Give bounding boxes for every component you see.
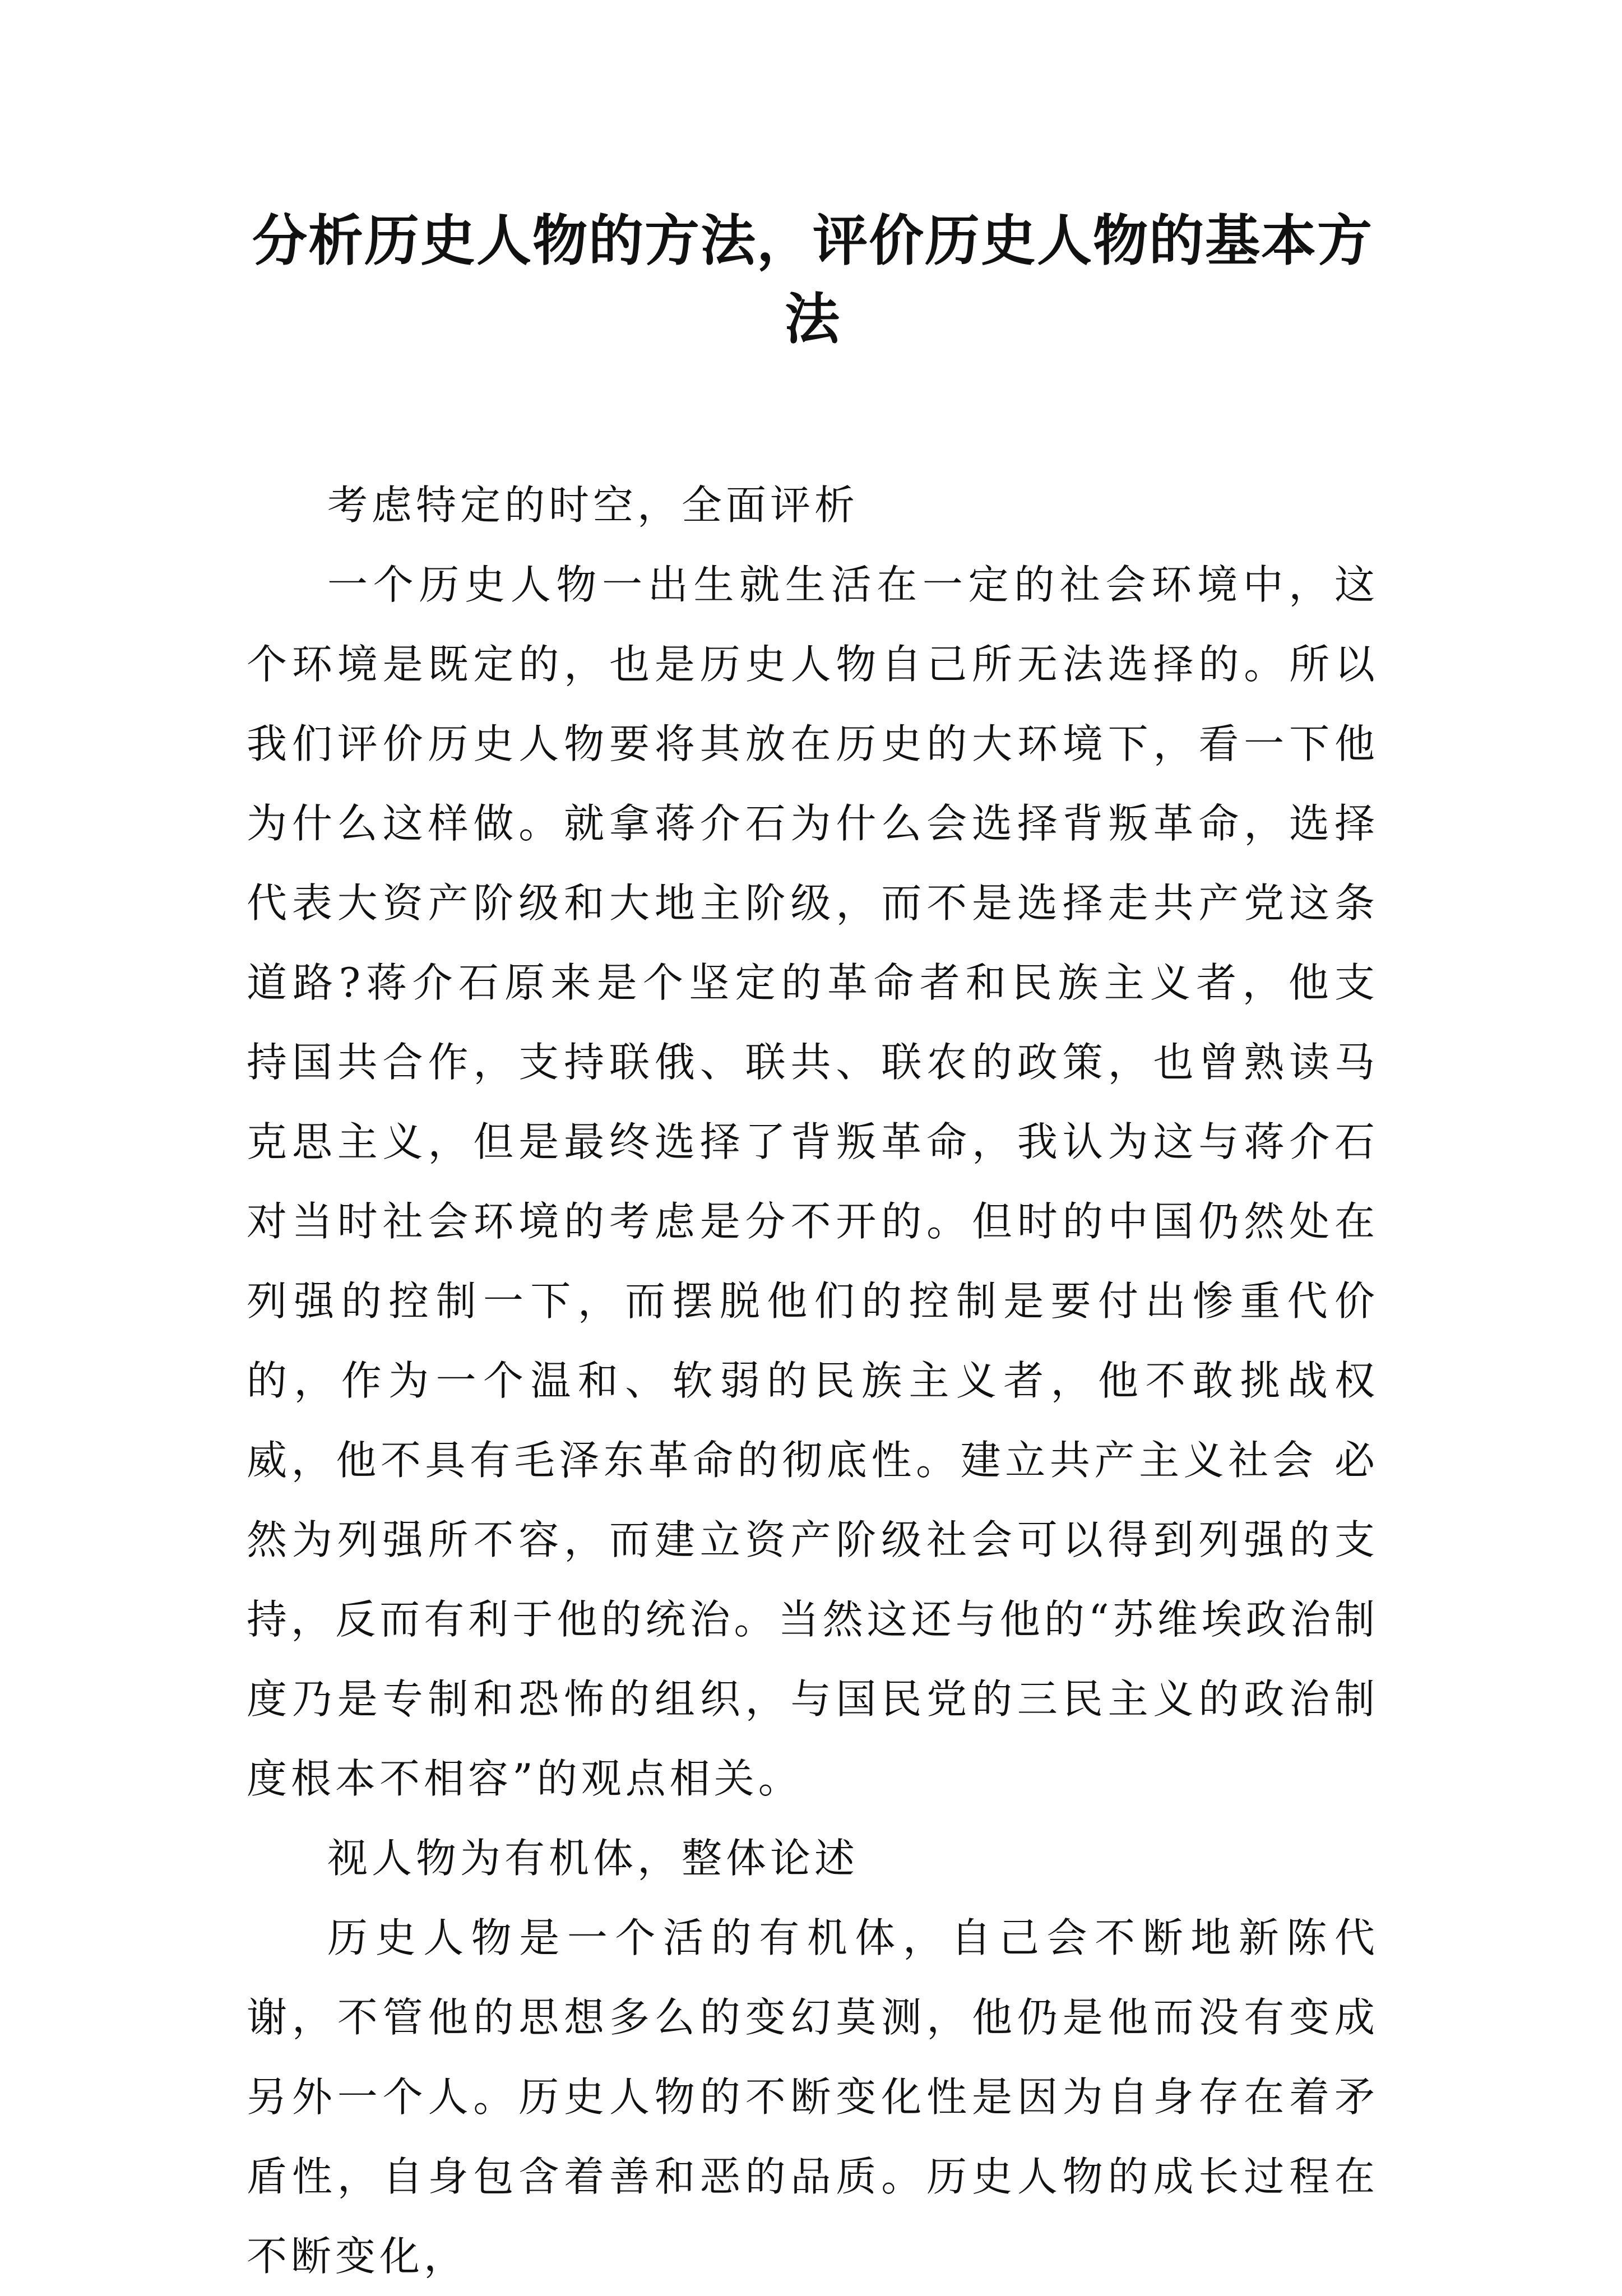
document-body (247, 465, 1379, 2296)
section-heading-organism: 视人物为有机体，整体论述 (327, 1835, 859, 1882)
paragraph-organism: 历史人物是一个活的有机体，自己会不断地新陈代谢，不管他的思想多么的变幻莫测，他仍是他而没有变成另外一个人。历史人物的不断变化性是因为自身存在着矛盾性，自身包含着善和恶的品质。历史人物的成长过程在不断变化， (247, 1914, 1379, 2280)
section-heading-time-space: 考虑特定的时空，全面评析 (327, 482, 859, 529)
document-title: 分析历史人物的方法，评价历史人物的基本方法 (252, 209, 1373, 351)
paragraph-chiang-kai-shek: 一个历史人物一出生就生活在一定的社会环境中，这个环境是既定的，也是历史人物自己所无法选择的。所以我们评价历史人物要将其放在历史的大环境下，看一下他为什么这样做。就拿蒋介石为什么会选择背叛革命，选择代表大资产阶级和大地主阶级，而不是选择走共产党这条道路?蒋介石原来是个坚定的革命者和民族主义者，他支持国共合作，支持联俄、联共、联农的政策，也曾熟读马克思主义，但是最终选择了背叛革命，我认为这与蒋介石对当时社会环境的考虑是分不开的。但时的中国仍然处在列强的控制一下，而摆脱他们的控制是要付出惨重代价的，作为一个温和、软弱的民族主义者，他不敢挑战权威，他不具有毛泽东革命的彻底性。建立共产主义社会 必然为列强所不容，而建立资产阶级社会可以得到列强的支持，反而有利于他的统治。当然这还与他的“苏维埃政治制度乃是专制和恐怖的组织，与国民党的三民主义的政治制度根本不相容”的观点相关。 (247, 561, 1379, 1802)
